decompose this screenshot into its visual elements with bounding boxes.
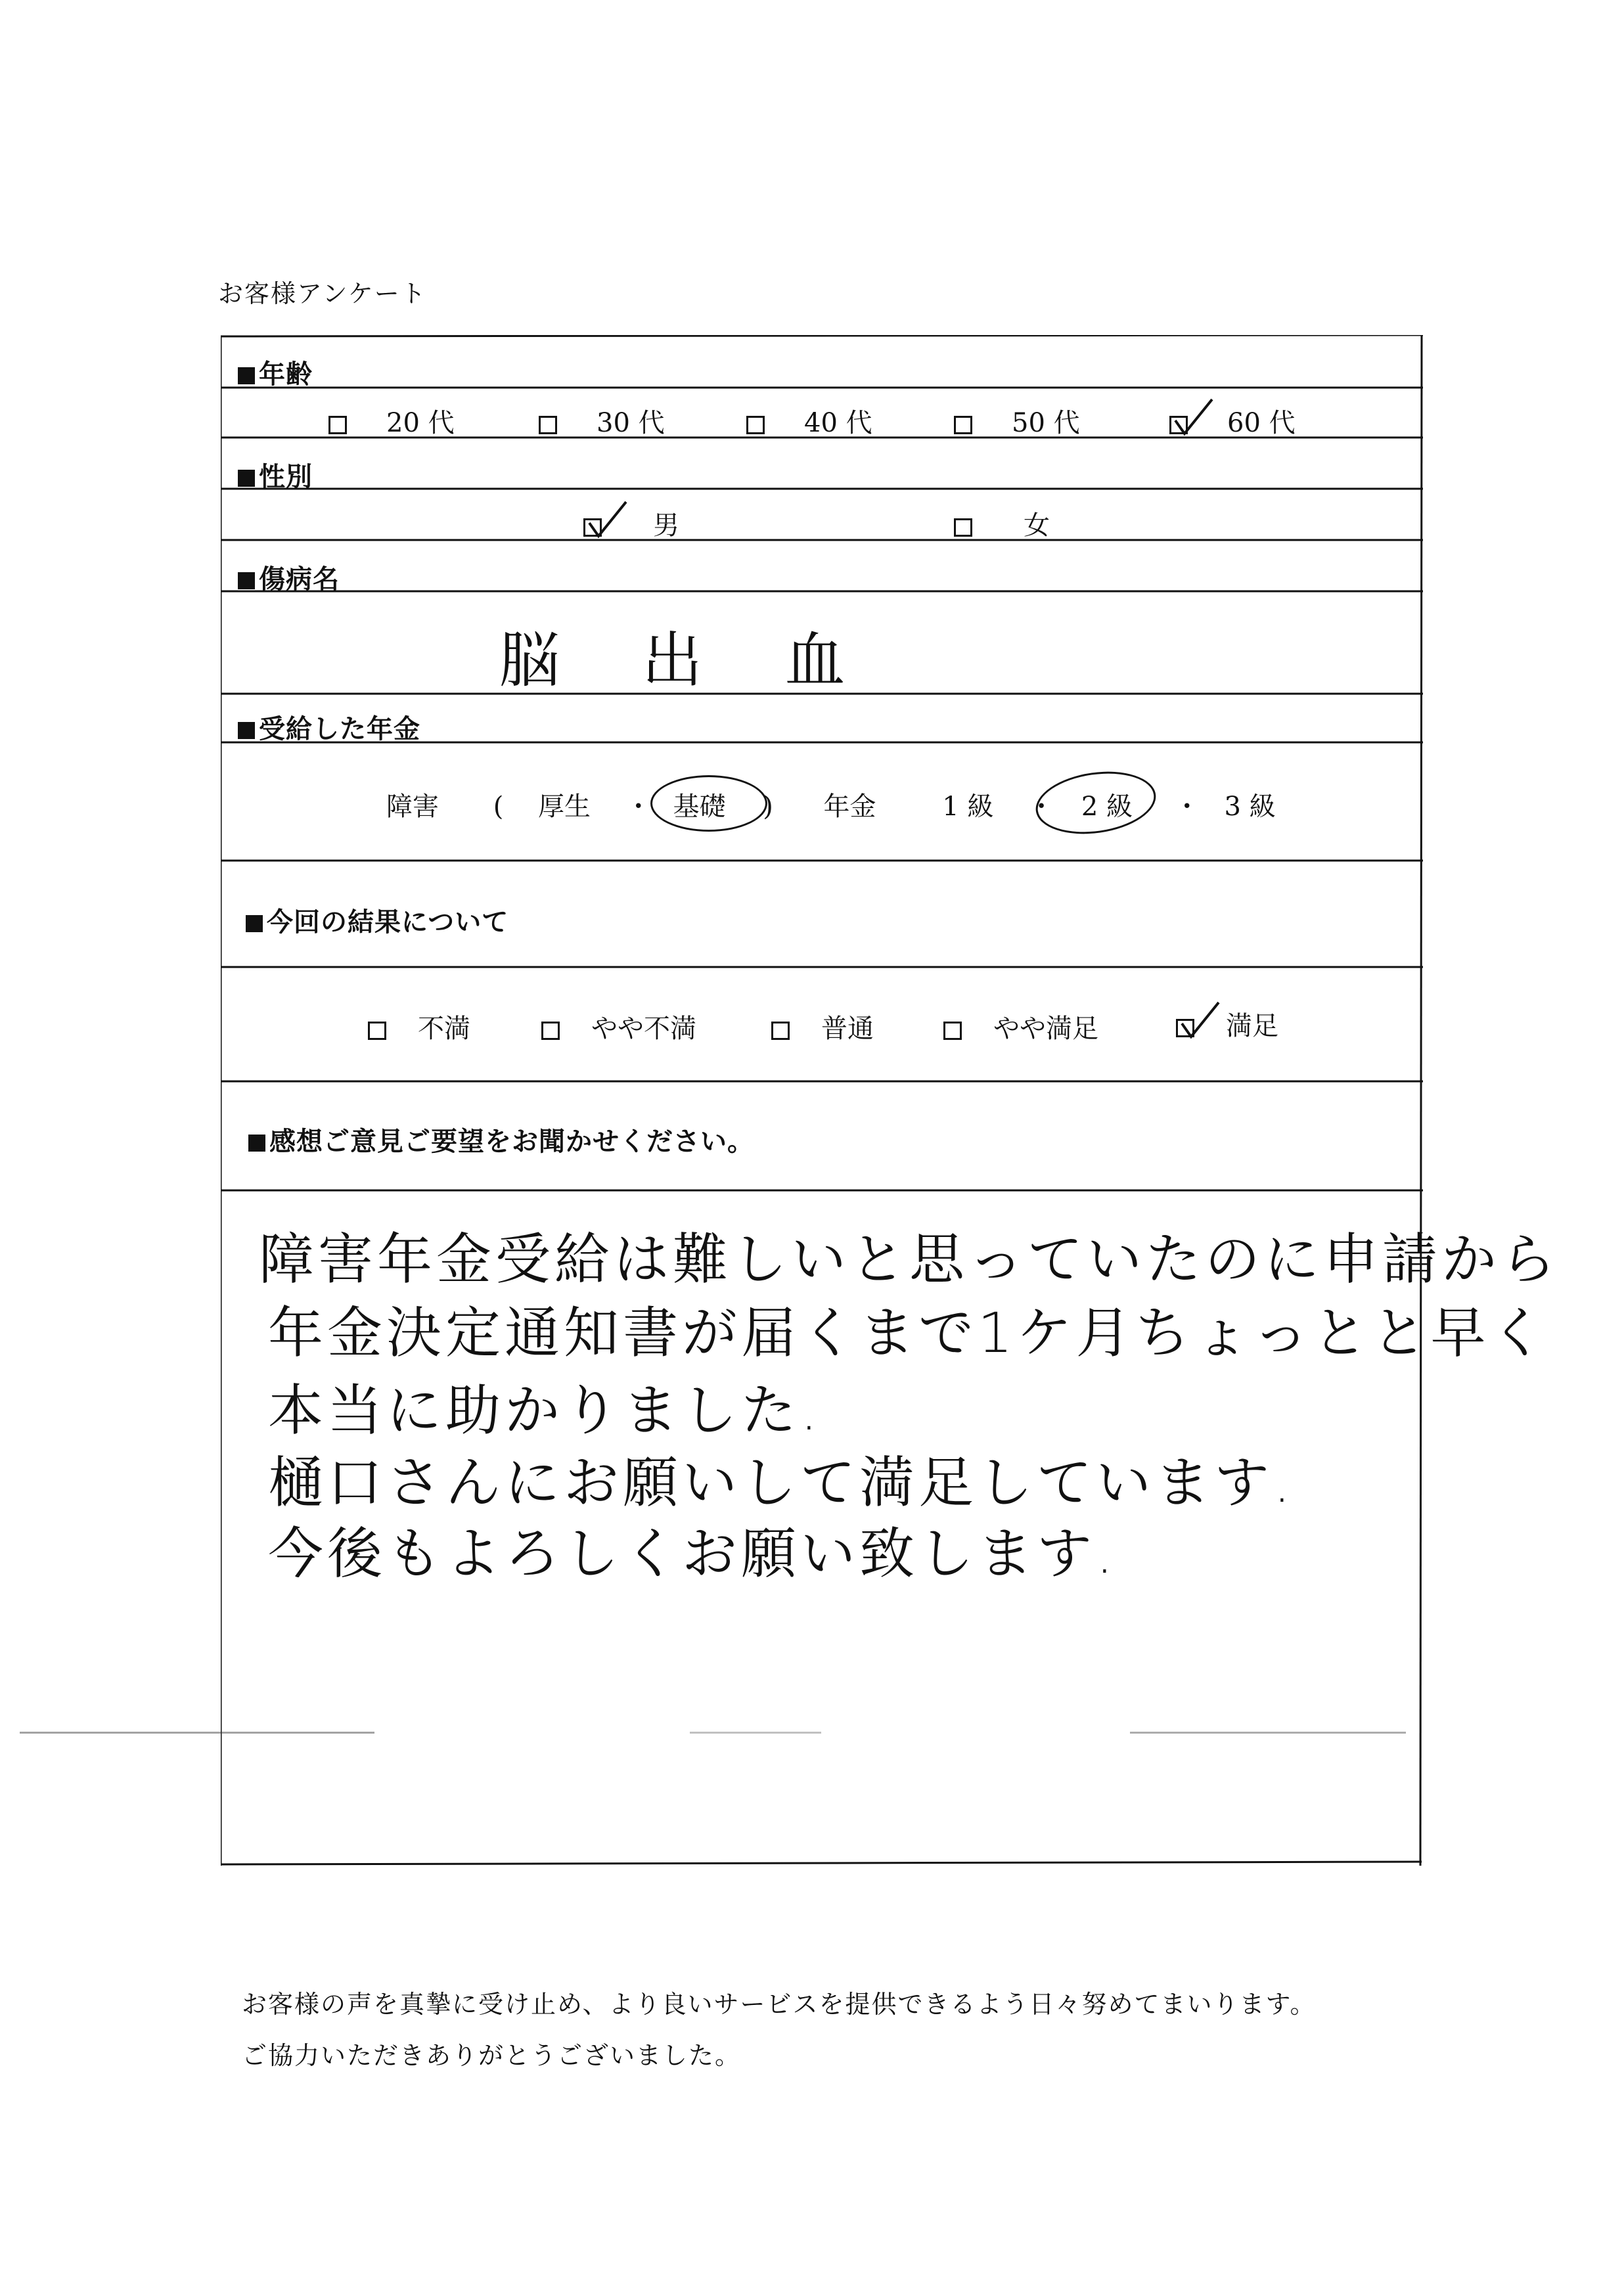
comments-label: 感想ご意見ご要望をお聞かせください。 xyxy=(248,1121,754,1158)
checkbox[interactable] xyxy=(954,518,972,537)
pension-grade-2[interactable]: 2 級 xyxy=(1081,792,1133,822)
form-title: お客様アンケート xyxy=(218,279,427,308)
checkbox[interactable] xyxy=(771,1022,790,1040)
scan-artifact xyxy=(20,1732,374,1734)
checkbox[interactable] xyxy=(746,416,765,434)
pension-type-kosei[interactable]: 厚生 xyxy=(538,792,591,822)
paren-open: ( xyxy=(493,792,504,822)
result-option-yaya-fuman[interactable]: やや不満 xyxy=(541,1008,696,1045)
pension-label: 受給した年金 xyxy=(238,708,420,746)
pension-prefix: 障害 xyxy=(386,792,439,822)
result-option-yaya-manzoku[interactable]: やや満足 xyxy=(943,1008,1098,1045)
diagnosis-value[interactable]: 脳 出 血 xyxy=(499,625,877,696)
age-option-60[interactable]: 60 代 xyxy=(1169,402,1296,439)
diagnosis-label: 傷病名 xyxy=(238,558,340,596)
checkbox[interactable] xyxy=(539,416,557,434)
checkbox[interactable] xyxy=(368,1022,386,1040)
age-label: 年齢 xyxy=(238,353,313,391)
age-option-30[interactable]: 30 代 xyxy=(539,402,665,439)
result-option-fuman[interactable]: 不満 xyxy=(368,1008,470,1045)
separator: ・ xyxy=(1173,792,1200,822)
checkbox-checked[interactable] xyxy=(1169,416,1188,434)
square-bullet-icon xyxy=(238,367,255,384)
square-bullet-icon xyxy=(248,1135,265,1152)
result-label: 今回の結果について xyxy=(246,901,508,939)
separator: ・ xyxy=(625,792,652,822)
separator: ・ xyxy=(1028,792,1055,822)
checkbox[interactable] xyxy=(328,416,347,434)
pension-type-kiso[interactable]: 基礎 xyxy=(673,792,726,822)
square-bullet-icon xyxy=(246,915,263,932)
check-mark-icon xyxy=(1173,398,1219,440)
square-bullet-icon xyxy=(238,572,255,589)
gender-option-female[interactable]: 女 xyxy=(954,505,1050,542)
comment-line[interactable]: 今後もよろしくお願い致します. xyxy=(268,1521,1117,1586)
checkbox-checked[interactable] xyxy=(1176,1019,1194,1037)
checkbox[interactable] xyxy=(541,1022,560,1040)
comment-line[interactable]: 障害年金受給は難しいと思っていたのに申請から xyxy=(259,1227,1560,1292)
footer-line-1: お客様の声を真摯に受け止め、より良いサービスを提供できるよう日々努めてまいります。 xyxy=(242,1990,1317,2019)
form-table xyxy=(221,335,1423,1866)
result-option-manzoku[interactable]: 満足 xyxy=(1176,1005,1278,1043)
age-option-50[interactable]: 50 代 xyxy=(954,402,1080,439)
paren-close: ) xyxy=(763,792,773,822)
scan-artifact xyxy=(690,1732,821,1734)
check-mark-icon xyxy=(587,501,633,543)
age-option-40[interactable]: 40 代 xyxy=(746,402,872,439)
scan-artifact xyxy=(1130,1732,1406,1734)
pension-grade-1[interactable]: 1 級 xyxy=(942,792,994,822)
square-bullet-icon xyxy=(238,722,255,739)
square-bullet-icon xyxy=(238,470,255,487)
result-option-futsu[interactable]: 普通 xyxy=(771,1008,874,1045)
age-option-20[interactable]: 20 代 xyxy=(328,402,455,439)
pension-grade-3[interactable]: 3 級 xyxy=(1224,792,1276,822)
check-mark-icon xyxy=(1179,1001,1225,1043)
comment-line[interactable]: 本当に助かりました. xyxy=(268,1378,822,1443)
gender-label: 性別 xyxy=(238,456,313,493)
hand-circle-kiso xyxy=(650,775,767,832)
comment-line[interactable]: 年金決定通知書が届くまで1ケ月ちょっとと早く xyxy=(268,1301,1549,1365)
footer-line-2: ご協力いただきありがとうございました。 xyxy=(242,2041,742,2070)
checkbox[interactable] xyxy=(954,416,972,434)
checkbox-checked[interactable] xyxy=(583,518,602,537)
gender-option-male[interactable]: 男 xyxy=(583,505,679,542)
comment-line[interactable]: 樋口さんにお願いして満足しています. xyxy=(268,1451,1295,1515)
pension-word: 年金 xyxy=(823,792,876,822)
checkbox[interactable] xyxy=(943,1022,962,1040)
